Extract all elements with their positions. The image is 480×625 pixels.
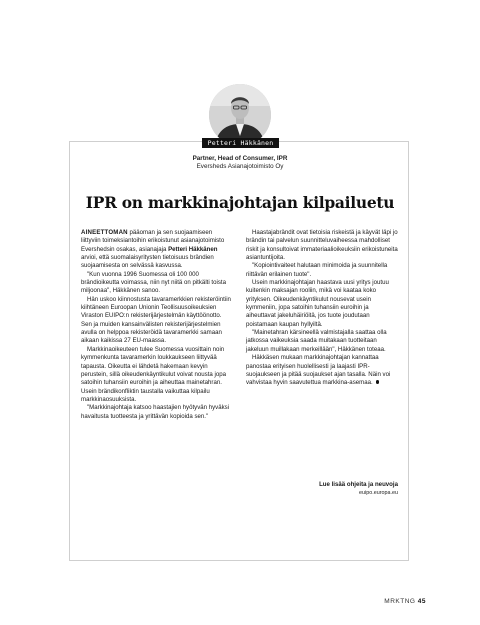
author-role (140, 155, 340, 170)
more-info-label: Lue lisää ohjeita ja neuvoja (319, 481, 398, 488)
article-paragraph: "Kun vuonna 1996 Suomessa oli 100 000 brändioikeutta voimassa, niin nyt niitä on pitkälti toista miljoonaa", Häkkänen sanoo. (81, 270, 226, 295)
author-firm: Eversheds Asianajotoimisto Oy (196, 162, 284, 170)
author-portrait (209, 84, 271, 146)
article-paragraph: "Mainetahran kärsineellä valmistajalla saattaa olla jatkossa vaikeuksia saada muitakaan tuotteitaan jakeluun muillakaan merkeillään", Häkkänen toteaa. (246, 329, 387, 353)
portrait-image (209, 84, 271, 146)
lead-word: AINEETTOMAN (81, 229, 128, 236)
page-folio (330, 598, 426, 605)
article-column-right (246, 229, 398, 388)
magazine-name: MRKTNG (384, 598, 416, 605)
article-paragraph: Haastajabrändit ovat tietoisia riskeistä ja käyvät läpi jo brändin tai palvelun suunnitteluvaiheessa mahdolliset riskit ja konsultoivat immateriaalioikeuksiin erikoistuneita asiantuntijoita. (246, 229, 398, 262)
more-info-link[interactable]: euipo.europa.eu (359, 490, 398, 496)
article-paragraph: "Markkinajohtaja katsoo haastajien hyötyvän hyväksi havaitusta tuotteesta ja yrittävän kopioida sen." (81, 404, 230, 420)
author-title: Partner, Head of Consumer, IPR (192, 155, 288, 162)
author-name-inline: Petteri Häkkänen (168, 245, 218, 253)
article-paragraph: Usein markkinajohtajan haastava uusi yritys joutuu kuitenkin maksajan rooliin, mikä voi kaataa koko yrityksen. Oikeudenkäyntikulut nousevat usein kymmeniin, jopa satoihin tuhansiin euroihin ja aiheuttavat jakeluhäiriöitä, jos tuote joudutaan poistamaan kaupan hyllyiltä. (246, 279, 389, 328)
end-mark-icon (376, 380, 379, 383)
article-paragraph: Hän uskoo kiinnostusta tavaramerkkien rekisteröintiin kiihtäneen Euroopan Unionin Teollisuusoikeuksien Viraston EUIPO:n rekisterijärjestelmän käyttöönotto. Sen ja muiden kansainvälisten rekisterijärjestelmien avulla on helppoa rekisteröidä tavaramerkki samaan aikaan kaikissa 27 EU-maassa. (81, 295, 231, 345)
article-paragraph: AINEETTOMAN pääoman ja sen suojaamiseen liittyviin toimeksiantoihin erikoistunut asianajotoimisto Evershedsin osakas, asianajaja Petteri Häkkänen arvioi, että suomalaisyritysten tietoisuus brändien suojaamisesta on selvässä kasvussa. (81, 229, 225, 270)
article-paragraph: Markkinaoikeuteen tulee Suomessa vuosittain noin kymmenkunta tavaramerkin loukkaukseen liittyvää tapausta. Oikeutta ei lähdetä hakemaan kevyin perustein, sillä oikeudenkäyntikulut voivat nousta jopa satoihin tuhansiin euroihin ja aiheuttaa mainetahran. Usein brändikonfliktin taustalla vaikuttaa kilpailu markkinaosuuksista. (81, 345, 226, 403)
article-paragraph: "Kopiointivaiteet halutaan minimoida ja suunnitella riittävän erilainen tuote". (246, 262, 388, 278)
article-column-left (81, 229, 233, 421)
article-paragraph: Häkkäsen mukaan markkinajohtajan kannattaa panostaa erityisen huolellisesti ja laajasti IPR-suojaukseen ja pitää suojaukset ajan tasalla. Näin voi vahvistaa hyvin saavutettua markkina-asemaa. (246, 354, 391, 387)
article-title: IPR on markkinajohtajan kilpailuetu (85, 193, 395, 212)
page-number: 45 (417, 598, 426, 605)
author-name-tag: Petteri Häkkänen (202, 138, 279, 148)
